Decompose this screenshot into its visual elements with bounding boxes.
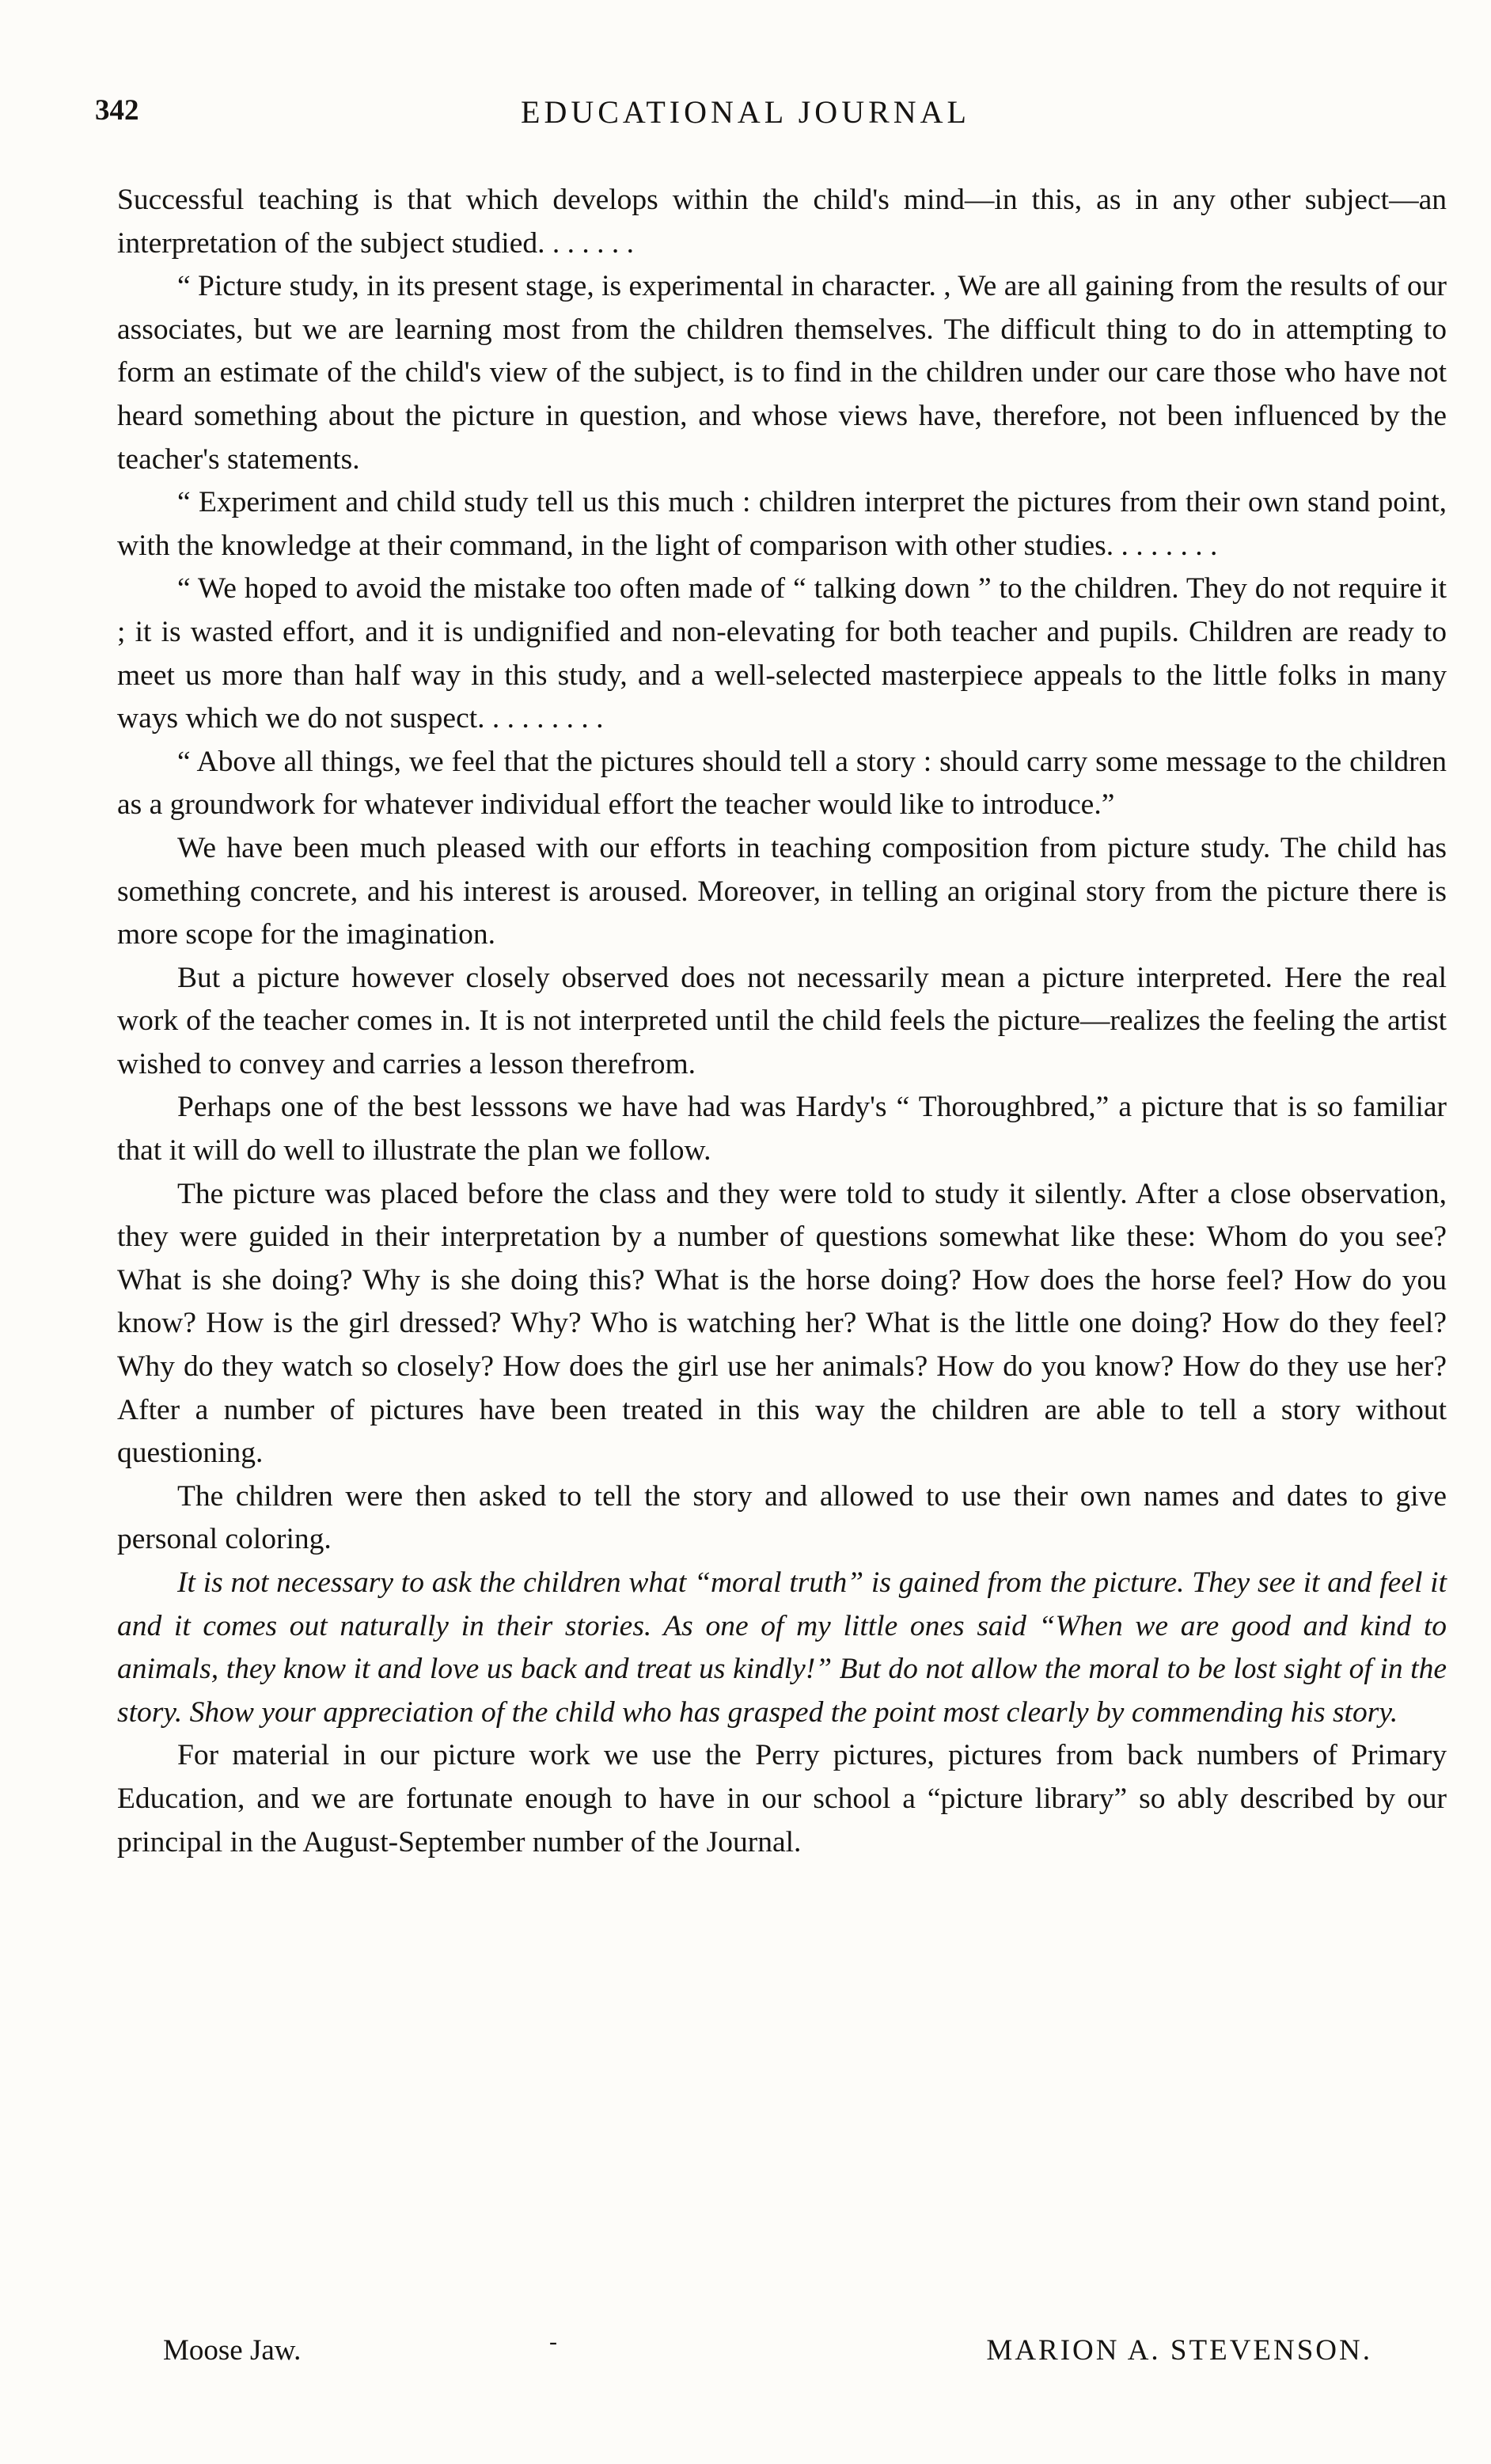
page-number: 342	[95, 94, 139, 127]
paragraph: Perhaps one of the best lesssons we have had was Hardy's “ Thoroughbred,” a picture that is so familiar that it will do well to illustrate the plan we follow.	[117, 1091, 1447, 1167]
author-name: MARION A. STEVENSON.	[986, 2334, 1372, 2367]
paragraph: We have been much pleased with our efforts in teaching composition from picture study. The child has something concrete, and his interest is aroused. Moreover, in telling an original story from the picture there is more scope for the imagination.	[117, 831, 1447, 951]
journal-title: EDUCATIONAL JOURNAL	[521, 94, 970, 130]
paragraph: For material in our picture work we use the Perry pictures, pictures from back numbers of Primary Education, and we are fortunate enough to have in our school a “picture library” so ably described by our principal in the August-September number of the Journal.	[117, 1739, 1447, 1858]
paragraph: But a picture however closely observed does not necessarily mean a picture interpreted. Here the real work of the teacher comes in. It is not interpreted until the child feels the picture—realizes the feeling the artist wished to convey and carries a lesson therefrom.	[117, 961, 1447, 1080]
signature-place: Moose Jaw.	[163, 2334, 302, 2367]
signature-dash: -	[549, 2329, 557, 2355]
paragraph: “ Experiment and child study tell us this much : children interpret the pictures from their own stand point, with the knowledge at their command, in the light of comparison with other studies. . . . . . . .	[117, 486, 1447, 562]
article-body	[117, 179, 1447, 1864]
paragraph: “ Picture study, in its present stage, is experimental in character. , We are all gaining from the results of our associates, but we are learning most from the children themselves. The difficult thing to do in attempting to form an estimate of the child's view of the subject, is to find in the children under our care those who have not heard something about the picture in question, and whose views have, therefore, not been influenced by the teacher's statements.	[117, 270, 1447, 476]
paragraph: It is not necessary to ask the children what “moral truth” is gained from the picture. They see it and feel it and it comes out naturally in their stories. As one of my little ones said “When we are good and kind to animals, they know it and love us back and treat us kindly!” But do not allow the moral to be lost sight of in the story. Show your appreciation of the child who has grasped the point most clearly by commending his story.	[117, 1566, 1447, 1729]
running-head	[95, 93, 1396, 141]
paragraph: “ We hoped to avoid the mistake too often made of “ talking down ” to the children. They do not require it ; it is wasted effort, and it is undignified and non-elevating for both teacher and pupils. Children are ready to meet us more than half way in this study, and a well-selected masterpiece appeals to the little folks in many ways which we do not suspect. . . . . . . . .	[117, 572, 1447, 735]
paragraph: The children were then asked to tell the story and allowed to use their own names and dates to give personal coloring.	[117, 1479, 1447, 1556]
signature-line	[163, 2329, 1372, 2381]
paragraph: Successful teaching is that which develops within the child's mind—in this, as in any other subject—an interpretation of the subject studied. . . . . . .	[117, 184, 1447, 260]
paragraph: “ Above all things, we feel that the pictures should tell a story : should carry some message to the children as a groundwork for whatever individual effort the teacher would like to introduce.”	[117, 745, 1447, 822]
paragraph: The picture was placed before the class and they were told to study it silently. After a close observation, they were guided in their interpretation by a number of questions somewhat like these: Whom do you see? What is she doing? Why is she doing this? What is the horse doing? How does the horse feel? How do you know? How is the girl dressed? Why? Who is watching her? What is the little one doing? How do they feel? Why do they watch so closely? How does the girl use her animals? How do you know? How do they use her? After a number of pictures have been treated in this way the children are able to tell a story without questioning.	[117, 1177, 1447, 1470]
